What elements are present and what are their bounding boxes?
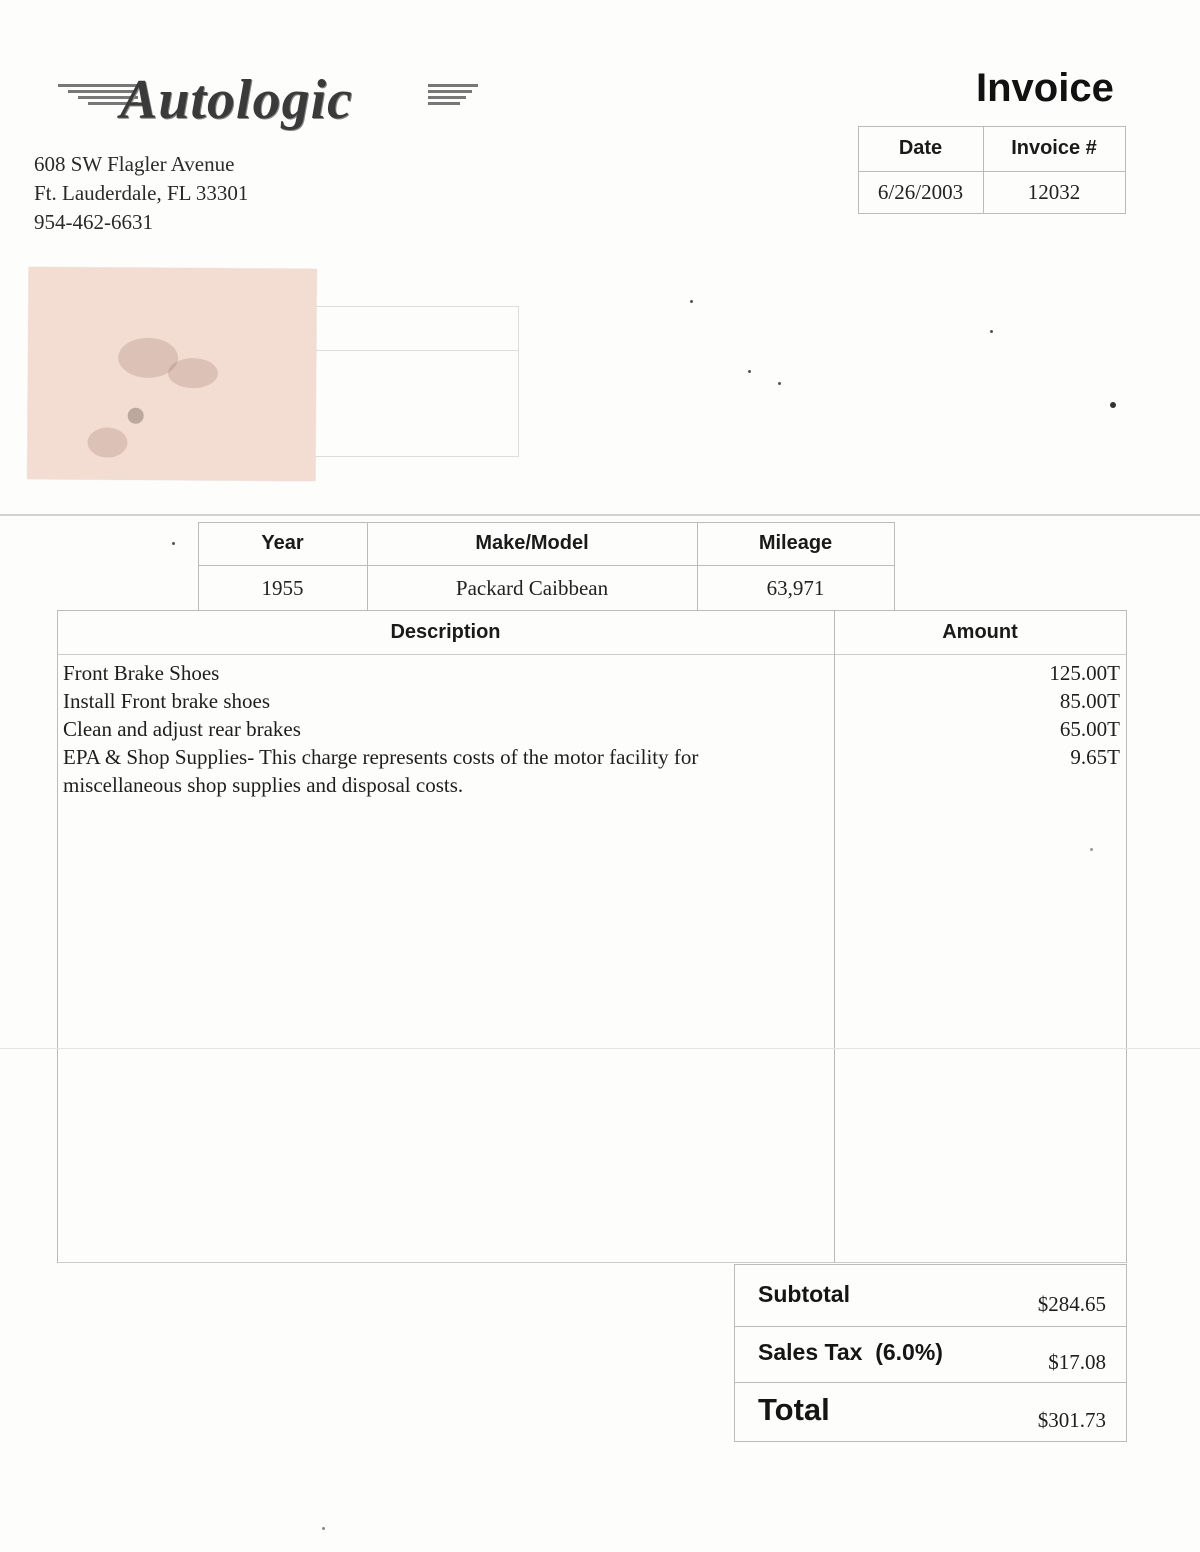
subtotal-value: $284.65: [1037, 1292, 1106, 1316]
invoice-number: 12032: [1027, 180, 1081, 204]
line-item-description: miscellaneous shop supplies and disposal costs.: [63, 773, 464, 797]
total-label: Total: [758, 1392, 830, 1427]
logo-right-wing: [428, 84, 478, 110]
total-value: $301.73: [1037, 1408, 1106, 1432]
line-item-amount: 125.00T: [1049, 661, 1120, 685]
phone-number: 954-462-6631: [34, 210, 153, 234]
sales-tax-label: Sales Tax (6.0%): [758, 1339, 943, 1365]
logo-text: Autologic: [120, 69, 354, 131]
address-line-1: 608 SW Flagler Avenue: [34, 152, 235, 176]
subtotal-label: Subtotal: [758, 1281, 850, 1307]
mileage-header: Mileage: [758, 532, 833, 554]
line-item-description: Install Front brake shoes: [63, 689, 271, 713]
make-model-header: Make/Model: [475, 532, 589, 554]
line-item-amount: 85.00T: [1059, 689, 1120, 713]
invoice-date: 6/26/2003: [877, 180, 964, 204]
invoice-title: Invoice: [976, 66, 1114, 110]
invoice-number-header: Invoice #: [1011, 137, 1097, 159]
company-address: [34, 150, 248, 237]
company-logo: [58, 68, 478, 140]
description-header: Description: [390, 621, 501, 643]
line-item-description: Front Brake Shoes: [63, 661, 220, 685]
year-header: Year: [261, 532, 304, 554]
line-item-amount: 65.00T: [1059, 717, 1120, 741]
address-line-2: Ft. Lauderdale, FL 33301: [34, 181, 249, 205]
line-item-description: EPA & Shop Supplies- This charge represents costs of the motor facility for: [63, 745, 699, 769]
line-item-amount: 9.65T: [1070, 745, 1120, 769]
vehicle-year: 1955: [261, 576, 304, 600]
vehicle-mileage: 63,971: [766, 576, 825, 600]
redaction-sticker: [27, 267, 316, 481]
paper-fold: [0, 514, 1200, 516]
date-header: Date: [898, 137, 943, 159]
amount-header: Amount: [942, 621, 1018, 643]
paper-fold-lower: [0, 1048, 1200, 1049]
sales-tax-value: $17.08: [1048, 1350, 1106, 1374]
vehicle-make-model: Packard Caibbean: [455, 576, 609, 600]
line-item-description: Clean and adjust rear brakes: [63, 717, 301, 741]
